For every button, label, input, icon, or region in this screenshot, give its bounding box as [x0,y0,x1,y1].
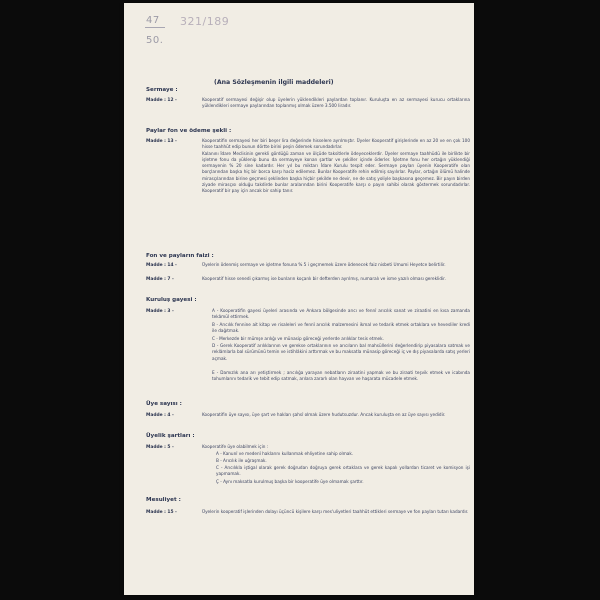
article-3-item-d: D - Gerek Kooperatif arılıklarının ve gerekse ortaklarının ve arıcıların bal mahsüllerini değerlendirip piyasalara satmak ve reklâmlarla bal sürümünü temin ve istihlâkini arttırmak ve bu maksatla münasip göreceği iç ve dış piyasalarda satış yerleri açmak. [212,343,470,361]
section-heading-kurulus: Kuruluş gayesi : [146,297,197,303]
section-heading-paylar: Paylar fon ve ödeme şekli : [146,128,232,134]
article-number-3: Madde : 3 - [146,309,174,314]
article-text-4: Kooperatifin üye sayısı, üye şart ve hakları şahsî olmak üzere hudutsuzdur. Ancak kuruluşta en az üye sayısı yedidir. [202,412,446,417]
pencil-reference-number: 321/189 [180,15,230,28]
article-number-7: Madde : 7 - [146,277,174,282]
article-5-item-c: C - Arıcılıkla iştigal olarak gerek doğrudan doğruya gerek ortaklara ve gerek kapalı yollardan ticaret ve komisyon işi yapmamak. [216,465,470,477]
article-number-4: Madde : 4 - [146,413,174,418]
article-3-item-c: C - Merkezde bir mümşe arılığı ve münasip göreceği yerlerde arılıklar tesis etmek. [212,336,384,341]
article-5-item-b: B - Arıcılık ile uğraşmak. [216,458,267,463]
pencil-note-top: 47 [146,15,160,26]
article-number-15: Madde : 15 - [146,510,177,515]
article-text-12: Kooperatif sermayesi değişir olup üyelerin yüklendikleri paylardan toplanır. Kuruluşta en az sermayesi kurucu ortaklarına yüklendikleri sermaye paylarından toplanmış olmak üzere 3.500 liradır. [202,97,470,109]
section-heading-mesuliyet: Mesuliyet : [146,497,181,503]
article-number-14: Madde : 14 - [146,263,177,268]
section-heading-faiz: Fon ve payların faizi : [146,253,214,259]
section-heading-uyelik: Üyelik şartları : [146,433,195,439]
article-5-item-d: Ç - Aynı maksatla kurulmuş başka bir kooperatife üye olmamak şarttır. [216,479,364,484]
article-3-item-b: B - Arıcılık fennine ait kitap ve risaleleri ve fennî arıcılık malzemesini ikmal ve tedarik etmek ortaklara ve hevesliler kredi ile dağıtmak. [212,322,470,334]
article-text-15: Üyelerin kooperatif işlerinden dolayı üçüncü kişilere karşı mes'uliyetleri taahhüt ettikleri sermaye ve fon payları tutarı kadardır. [202,509,469,514]
section-heading-sermaye: Sermaye : [146,87,178,93]
article-number-13: Madde : 13 - [146,139,177,144]
article-text-13: Kooperatifin sermayesi her biri beşer lira değerinde hisselere ayrılmıştır. Üyeler Kooperatif girişlerinde en az 20 ve en çok 100 hisse taahhüt edip bunun dörtte birini peşin ödemek sorundadırlar. Kalanını İdare Meclisinin gerekli gördüğü zaman ve ölçüde taksitlerle ödeyeceklerdir. Üyeler sermaye taahhüdü ile birlikte bir işletme fonu da yüklenip bunu da sermayeye konan şartlar ve şekiller içinde öderler. İşletme fonu her ortağın yüklendiği sermayenin % 20 sine kadardır. Her yıl bu miktarı İdare Kurulu tespit eder. Sermaye payları üyenin Kooperatife olan borçlarından başka hiç bir borca karşı haciz edilemez. Bunlar Kooperatife rehin edilmiş sayılırlar. Paylar, ortağın ölümü halinde mirasçılarından birine geçmesi şeklinden başka hiçbir şekilde ne devir, ne de satış yoliyle başkasına geçemez. Bir payın birden ziyade mirasçısı olduğu takdirde bunlar aralarından birini Kooperatife karşı o payın sahibi olarak göstermek sorundadırlar. Kooperatif bir pay için ancak bir sahip tanır. [202,138,470,194]
article-number-12: Madde : 12 - [146,98,177,103]
article-3-item-e: E - Damızlık ana arı yetiştirmek ; arıcılığa yarayan nebatların ziraatini yapmak ve bu ziraati teşvik etmek ve icabında tohumlarını tedarik ve tebit edip satmak, arılara zararlı olan hayvan ve haşarata mücadele etmek. [212,370,470,382]
section-heading-uye-sayisi: Üye sayısı : [146,401,182,407]
document-title: (Ana Sözleşmenin ilgili maddeleri) [214,79,334,86]
article-5-intro: Kooperatife üye olabilmek için : [202,444,269,449]
document-page [124,3,474,595]
pencil-note-bottom: 50. [146,35,164,46]
article-text-14: Üyelerin ödenmiş sermaye ve işletme fonuna % 5 i geçmemek üzere ödenecek faiz nisbeti Umumi Heyetce belirtilir. [202,262,446,267]
article-text-7: Kooperatif hisse senedi çıkarmış ise bunların koçanlı bir defterden ayrılmış, numaralı ve isme yazılı olması gereklidir. [202,276,446,281]
article-3-item-a: A - Kooperatifin gayesi üyeleri arasında ve Ankara bölgesinde arıcı ve fennî arıcılık sanat ve ziraatini en kısa zamanda tekâmül ettirmek. [212,308,470,320]
article-5-item-a: A - Kanunî ve medenî haklarını kullanmak ehliyetine sahip olmak. [216,451,354,456]
pencil-fraction-bar [145,27,165,28]
article-number-5: Madde : 5 - [146,445,174,450]
